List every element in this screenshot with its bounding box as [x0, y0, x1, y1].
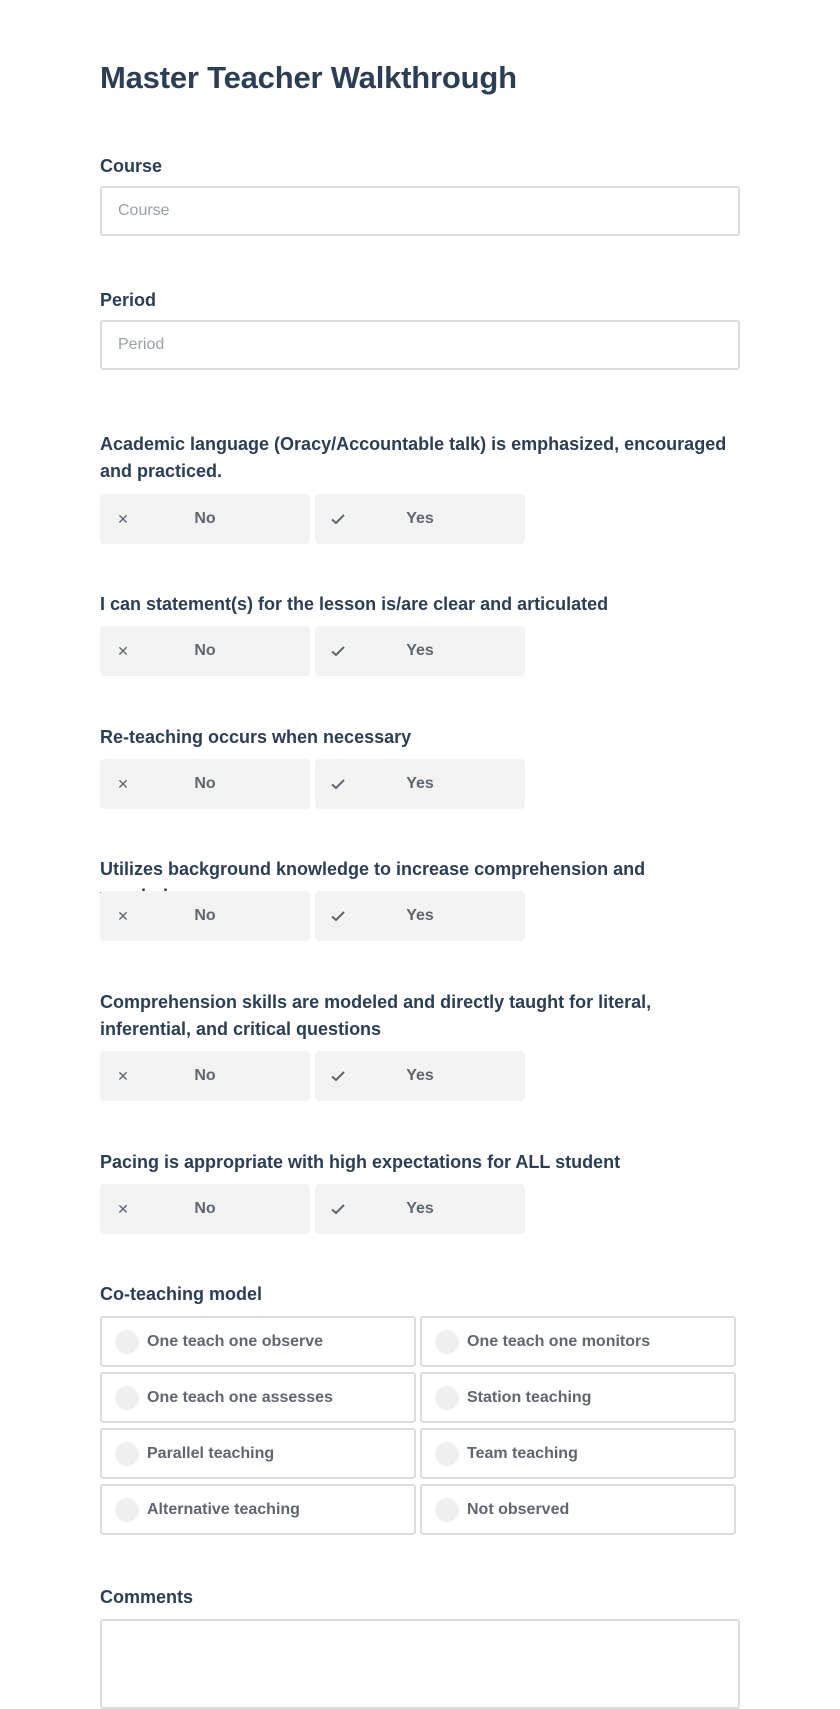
- no-label: No: [194, 510, 216, 527]
- coteaching-option[interactable]: [100, 1484, 416, 1535]
- coteaching-option[interactable]: [420, 1316, 736, 1367]
- no-label: No: [194, 1067, 216, 1084]
- radio-circle-icon: [115, 1386, 139, 1410]
- yes-label: Yes: [406, 510, 434, 527]
- option-label: Not observed: [467, 1501, 570, 1518]
- radio-circle-icon: [435, 1386, 459, 1410]
- yes-button[interactable]: [315, 891, 525, 941]
- comments-label: Comments: [100, 1587, 194, 1607]
- yes-label: Yes: [406, 907, 434, 924]
- period-label: Period: [100, 290, 157, 310]
- radio-circle-icon: [115, 1330, 139, 1354]
- no-label: No: [194, 907, 216, 924]
- yes-no-group: [100, 1184, 530, 1234]
- form-title: Master Teacher Walkthrough: [100, 60, 517, 95]
- option-label: One teach one assesses: [147, 1389, 333, 1406]
- question-label: Pacing is appropriate with high expectations for ALL student: [100, 1152, 621, 1172]
- coteaching-options: [100, 1316, 740, 1536]
- no-button[interactable]: [100, 626, 310, 676]
- close-icon: ✕: [117, 908, 129, 924]
- yes-label: Yes: [406, 642, 434, 659]
- coteaching-option[interactable]: [100, 1316, 416, 1367]
- period-input[interactable]: [100, 320, 740, 370]
- question-label: I can statement(s) for the lesson is/are clear and articulated: [100, 594, 609, 614]
- close-icon: ✕: [117, 511, 129, 527]
- course-input[interactable]: [100, 186, 740, 236]
- coteaching-option[interactable]: [420, 1428, 736, 1479]
- yes-label: Yes: [406, 775, 434, 792]
- coteaching-option[interactable]: [100, 1372, 416, 1423]
- yes-button[interactable]: [315, 1184, 525, 1234]
- radio-circle-icon: [115, 1498, 139, 1522]
- yes-no-group: [100, 626, 530, 676]
- radio-circle-icon: [115, 1442, 139, 1466]
- coteaching-option[interactable]: [420, 1484, 736, 1535]
- close-icon: ✕: [117, 776, 129, 792]
- radio-circle-icon: [435, 1442, 459, 1466]
- question-label: Academic language (Oracy/Accountable talk) is emphasized, encouraged and practiced.: [100, 434, 727, 481]
- comments-textarea[interactable]: [100, 1619, 740, 1709]
- question-label: Comprehension skills are modeled and directly taught for literal, inferential, and critical questions: [100, 992, 652, 1039]
- yes-no-group: [100, 891, 530, 941]
- coteaching-option[interactable]: [420, 1372, 736, 1423]
- question-label: Utilizes background knowledge to increase comprehension and: [100, 859, 646, 879]
- no-button[interactable]: [100, 759, 310, 809]
- no-label: No: [194, 775, 216, 792]
- option-label: Team teaching: [467, 1445, 578, 1462]
- yes-no-group: [100, 759, 530, 809]
- close-icon: ✕: [117, 1201, 129, 1217]
- no-label: No: [194, 642, 216, 659]
- option-label: Parallel teaching: [147, 1445, 275, 1462]
- no-button[interactable]: [100, 1184, 310, 1234]
- radio-circle-icon: [435, 1330, 459, 1354]
- yes-label: Yes: [406, 1200, 434, 1217]
- yes-button[interactable]: [315, 759, 525, 809]
- close-icon: ✕: [117, 643, 129, 659]
- yes-button[interactable]: [315, 1051, 525, 1101]
- course-label: Course: [100, 156, 163, 176]
- yes-no-group: [100, 494, 530, 544]
- no-button[interactable]: [100, 891, 310, 941]
- yes-no-group: [100, 1051, 530, 1101]
- yes-button[interactable]: [315, 626, 525, 676]
- yes-label: Yes: [406, 1067, 434, 1084]
- yes-button[interactable]: [315, 494, 525, 544]
- no-label: No: [194, 1200, 216, 1217]
- option-label: One teach one observe: [147, 1333, 324, 1350]
- option-label: Alternative teaching: [147, 1501, 300, 1518]
- no-button[interactable]: [100, 1051, 310, 1101]
- coteaching-label: Co-teaching model: [100, 1284, 263, 1304]
- close-icon: ✕: [117, 1068, 129, 1084]
- question-label: Re-teaching occurs when necessary: [100, 727, 412, 747]
- radio-circle-icon: [435, 1498, 459, 1522]
- option-label: One teach one monitors: [467, 1333, 651, 1350]
- option-label: Station teaching: [467, 1389, 592, 1406]
- coteaching-option[interactable]: [100, 1428, 416, 1479]
- no-button[interactable]: [100, 494, 310, 544]
